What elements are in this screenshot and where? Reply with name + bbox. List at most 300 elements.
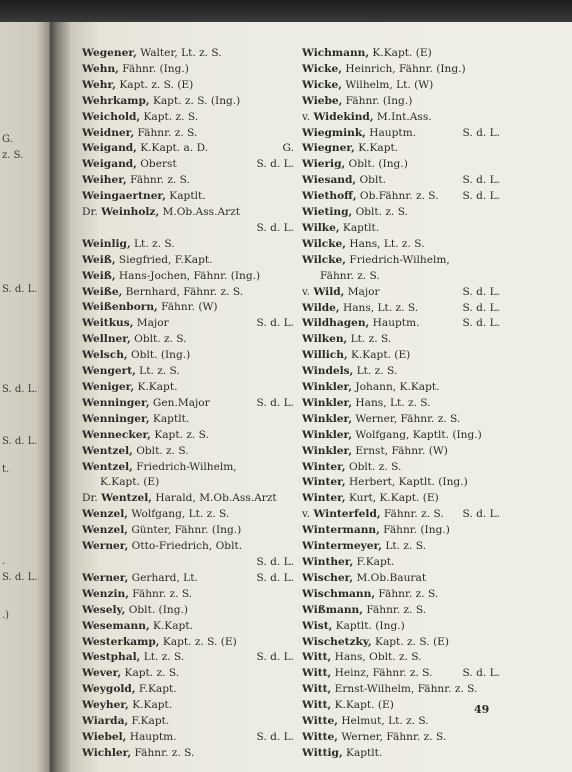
entry-surname: Wentzel, — [101, 492, 152, 505]
directory-entry — [302, 491, 500, 507]
directory-entry — [82, 714, 294, 730]
left-page-fragment: t. — [2, 464, 10, 475]
directory-entry — [82, 285, 294, 301]
entry-details: Bernhard, Fähnr. z. S. — [122, 285, 244, 298]
directory-entry — [302, 746, 500, 762]
directory-entry — [302, 603, 500, 619]
directory-entry — [302, 444, 500, 460]
entry-surname: Winter, — [302, 476, 346, 489]
entry-unit-abbrev: S. d. L. — [256, 571, 294, 584]
directory-entry — [82, 666, 294, 682]
entry-details: M.Ob.Ass.Arzt — [159, 206, 241, 219]
entry-details: Oblt. z. S. — [132, 444, 189, 457]
entry-surname: Wehn, — [82, 62, 119, 75]
directory-entry — [82, 173, 294, 189]
entry-details: Kaptlt. — [165, 190, 206, 203]
directory-entry — [82, 221, 294, 237]
entry-surname: Werner, — [82, 540, 129, 553]
entry-details: M.Int.Ass. — [373, 110, 432, 123]
entry-details: Hans, Oblt. z. S. — [331, 651, 422, 664]
entry-surname: Winterfeld, — [313, 508, 381, 521]
entry-details: Lt. z. S. — [353, 365, 398, 378]
directory-entry — [82, 460, 294, 476]
directory-entry — [302, 110, 500, 126]
entry-surname: Wever, — [82, 667, 122, 680]
entry-details: Kaptlt. — [149, 412, 190, 425]
directory-entry — [82, 364, 294, 380]
entry-surname: Wenzel, — [82, 508, 128, 521]
entry-details: Hans, Lt. z. S. — [352, 396, 431, 409]
entry-unit-abbrev: S. d. L. — [256, 221, 294, 234]
scan-top-edge — [0, 0, 572, 22]
entry-unit-abbrev: S. d. L. — [462, 285, 500, 298]
directory-entry — [302, 189, 500, 205]
entry-details: Hans, Lt. z. S. — [339, 301, 419, 314]
directory-entry — [82, 428, 294, 444]
entry-details: Oblt. (Ing.) — [125, 603, 188, 616]
directory-entry — [302, 619, 500, 635]
entries-column-left — [82, 46, 294, 762]
entry-surname: Weitkus, — [82, 317, 134, 330]
directory-entry — [82, 332, 294, 348]
directory-entry — [302, 173, 500, 189]
directory-entry — [302, 301, 500, 317]
entry-surname: Winter, — [302, 460, 346, 473]
entry-surname: Westerkamp, — [82, 635, 160, 648]
directory-entry — [82, 475, 294, 491]
entry-surname: Winkler, — [302, 444, 353, 457]
entry-details: Lt. z. S. — [130, 237, 175, 250]
directory-entry — [302, 650, 500, 666]
entry-surname: Weinholz, — [101, 206, 160, 219]
entry-details: Fähnr. z. S. — [134, 126, 198, 139]
entry-surname: Wiesand, — [302, 174, 357, 187]
directory-entry — [302, 428, 500, 444]
directory-entry — [302, 635, 500, 651]
directory-entry — [302, 507, 500, 523]
entry-surname: Witt, — [302, 651, 332, 664]
entry-details: Major — [133, 317, 169, 330]
entry-details: Lt. z. S. — [135, 365, 180, 378]
directory-entry — [302, 364, 500, 380]
directory-entry — [82, 507, 294, 523]
entry-unit-abbrev: G. — [282, 142, 294, 155]
directory-entry — [82, 491, 294, 507]
entry-details: Major — [344, 285, 380, 298]
entry-surname: Winther, — [302, 556, 354, 568]
directory-entry — [302, 587, 500, 603]
directory-entry — [302, 332, 500, 348]
entry-details: Lt. z. S. — [140, 651, 185, 664]
entry-details: Hauptm. — [369, 317, 420, 330]
entry-surname: Wesely, — [82, 603, 126, 616]
left-page-fragment: G. — [2, 134, 13, 145]
directory-entry — [302, 571, 500, 587]
directory-entry — [82, 126, 294, 142]
entry-details: Fähnr. (Ing.) — [379, 524, 450, 537]
directory-entry — [82, 698, 294, 714]
directory-entry — [82, 189, 294, 205]
entry-unit-abbrev: S. d. L. — [256, 730, 294, 743]
entry-surname: Wenninger, — [82, 396, 150, 409]
entry-surname: Wegener, — [82, 47, 137, 59]
entry-surname: Witte, — [302, 730, 338, 743]
entry-details: Johann, K.Kapt. — [352, 381, 440, 394]
entry-surname: Wiarda, — [82, 715, 129, 728]
directory-entry — [302, 141, 500, 157]
directory-entry — [302, 205, 500, 221]
entry-details: Fähnr. z. S. — [131, 746, 195, 759]
directory-entry — [82, 157, 294, 173]
entry-surname: Witt, — [302, 667, 332, 680]
entry-prefix: v. — [302, 508, 314, 521]
directory-entry — [82, 141, 294, 157]
entry-details: Lt. z. S. — [382, 540, 426, 553]
entry-details: Fähnr. (Ing.) — [118, 62, 189, 75]
directory-entry — [82, 650, 294, 666]
entries-column-right — [302, 46, 500, 762]
entry-surname: Wichler, — [82, 746, 132, 759]
entry-details: Fähnr. (Ing.) — [342, 94, 413, 107]
entry-details: K.Kapt. — [354, 142, 399, 155]
entry-surname: Wiebel, — [82, 730, 127, 743]
entry-details: F.Kapt. — [128, 715, 170, 728]
entry-surname: Wilke, — [302, 221, 340, 234]
page-number: 49 — [474, 703, 490, 716]
directory-entry — [82, 316, 294, 332]
entry-surname: Wilcke, — [302, 237, 346, 250]
entry-surname: Wenninger, — [82, 412, 150, 425]
entry-details: K.Kapt. (E) — [347, 349, 411, 362]
directory-entry — [302, 666, 500, 682]
entry-details: Hans-Jochen, Fähnr. (Ing.) — [115, 269, 261, 282]
directory-entry — [302, 460, 500, 476]
entry-unit-abbrev: S. d. L. — [256, 651, 294, 664]
entry-surname: Wischetzky, — [302, 635, 372, 648]
entry-surname: Weiß, — [82, 269, 116, 282]
entry-details: Kapt. z. S. — [121, 667, 180, 680]
directory-entry — [82, 603, 294, 619]
entry-details: Oblt. z. S. — [130, 333, 187, 346]
directory-entry — [302, 253, 500, 269]
entry-prefix: Dr. — [82, 492, 102, 505]
entry-details: K.Kapt. — [149, 619, 193, 632]
entry-unit-abbrev: S. d. L. — [256, 317, 294, 330]
directory-entry — [302, 682, 500, 698]
directory-entry — [302, 348, 500, 364]
entry-surname: Wentzel, — [82, 444, 133, 457]
directory-entry — [302, 221, 500, 237]
entry-details: Fähnr. z. S. — [362, 603, 427, 616]
entry-details: Kaptlt. — [342, 746, 383, 759]
entry-unit-abbrev: S. d. L. — [462, 174, 500, 187]
directory-entry — [82, 94, 294, 110]
entry-surname: Wengert, — [82, 365, 136, 378]
directory-entry — [82, 205, 294, 221]
entry-surname: Wischer, — [302, 571, 354, 584]
directory-entry — [82, 555, 294, 571]
entry-unit-abbrev: S. d. L. — [462, 667, 500, 680]
directory-entry — [82, 46, 294, 62]
entry-surname: Wild, — [313, 285, 345, 298]
entry-surname: Wehr, — [82, 78, 116, 91]
entry-details: K.Kapt. (E) — [331, 699, 394, 712]
entry-details: Fähnr. z. S. — [128, 587, 193, 600]
entry-surname: Wittig, — [302, 746, 343, 759]
directory-entry — [82, 348, 294, 364]
entry-details: Ob.Fähnr. z. S. — [356, 190, 439, 203]
entry-surname: Willich, — [302, 349, 348, 362]
left-page-fragment: .) — [2, 610, 10, 621]
left-page-fragment: S. d. L. — [2, 284, 38, 295]
entry-surname: Wilcke, — [302, 253, 346, 266]
directory-entry — [302, 714, 500, 730]
entry-surname: Wildhagen, — [302, 317, 370, 330]
entry-surname: Weiher, — [82, 174, 127, 187]
entry-details: Ernst, Fähnr. (W) — [352, 444, 448, 457]
directory-entry — [82, 682, 294, 698]
directory-entry — [302, 46, 500, 62]
entry-surname: Weyher, — [82, 699, 129, 712]
entry-details: Heinrich, Fähnr. (Ing.) — [341, 62, 466, 75]
entry-details: Herbert, Kaptlt. (Ing.) — [345, 476, 468, 489]
directory-entry — [302, 730, 500, 746]
entry-surname: Wellner, — [82, 333, 131, 346]
entry-details: Werner, Fähnr. z. S. — [337, 730, 447, 743]
directory-entry — [82, 571, 294, 587]
left-page-fragment: z. S. — [2, 150, 24, 161]
left-page-fragment: S. d. L. — [2, 436, 38, 447]
entry-surname: Winkler, — [302, 396, 353, 409]
directory-entry — [82, 523, 294, 539]
left-page-fragment: S. d. L. — [2, 572, 38, 583]
entry-unit-abbrev: S. d. L. — [256, 158, 294, 171]
entry-details: Oblt. (Ing.) — [345, 158, 408, 171]
entry-surname: Wehrkamp, — [82, 94, 150, 107]
book-gutter — [50, 22, 72, 772]
entry-surname: Winkler, — [302, 381, 353, 394]
entry-surname: Witt, — [302, 699, 332, 712]
directory-entry — [302, 412, 500, 428]
entry-surname: Windels, — [302, 365, 354, 378]
entry-details: F.Kapt. — [353, 556, 395, 568]
directory-entry — [302, 316, 500, 332]
entry-surname: Wiethoff, — [302, 190, 357, 203]
directory-entry — [302, 555, 500, 571]
entry-details: K.Kapt. — [134, 381, 178, 394]
entry-surname: Wentzel, — [82, 460, 133, 473]
directory-entry — [302, 269, 500, 285]
entry-details: Hauptm. — [365, 126, 417, 139]
directory-entry — [302, 157, 500, 173]
entry-details: K.Kapt. (E) — [369, 47, 432, 59]
entry-details: Ernst-Wilhelm, Fähnr. z. S. — [331, 683, 478, 696]
directory-entry — [82, 380, 294, 396]
entry-details: Kapt. z. S. (Ing.) — [149, 94, 241, 107]
entry-prefix: Dr. — [82, 206, 102, 219]
entry-surname: Weidner, — [82, 126, 135, 139]
entry-surname: Wilde, — [302, 301, 340, 314]
entry-details: Kurt, K.Kapt. (E) — [345, 492, 439, 505]
entry-unit-abbrev: S. d. L. — [462, 190, 500, 203]
directory-entry — [82, 396, 294, 412]
directory-entry — [82, 444, 294, 460]
entry-details: Friedrich-Wilhelm, — [345, 253, 450, 266]
entry-surname: Wichmann, — [302, 47, 370, 59]
directory-entry — [82, 746, 294, 762]
left-page-fragment: S. d. L. — [2, 384, 38, 395]
directory-entry — [302, 285, 500, 301]
entry-details: Kapt. z. S. (E) — [371, 635, 449, 648]
directory-entry — [302, 698, 500, 714]
directory-entry — [302, 126, 500, 142]
entry-details: Kaptlt. (Ing.) — [332, 619, 405, 632]
entry-details: Walter, Lt. z. S. — [136, 47, 222, 59]
entry-surname: Weißenborn, — [82, 301, 158, 314]
entry-details: Lt. z. S. — [347, 333, 392, 346]
entry-details: Oblt. z. S. — [352, 206, 408, 219]
directory-entry — [82, 619, 294, 635]
entry-surname: Wist, — [302, 619, 333, 632]
entry-details: Günter, Fähnr. (Ing.) — [127, 524, 242, 537]
entry-surname: Wischmann, — [302, 587, 376, 600]
entry-surname: Wieting, — [302, 206, 353, 219]
directory-entry — [82, 635, 294, 651]
entry-details: K.Kapt. a. D. — [136, 142, 209, 155]
entry-unit-abbrev: S. d. L. — [462, 508, 500, 521]
entry-details: Siegfried, F.Kapt. — [115, 253, 213, 266]
entry-details: Harald, M.Ob.Ass.Arzt — [151, 492, 277, 505]
entry-details: Oblt. z. S. — [345, 460, 402, 473]
entry-surname: Wiegner, — [302, 142, 355, 155]
entry-surname: Wiegmink, — [302, 126, 366, 139]
entry-details: Oblt. — [356, 174, 386, 187]
entry-surname: Weigand, — [82, 142, 137, 155]
entry-surname: Witt, — [302, 683, 332, 696]
entry-surname: Widekind, — [313, 110, 374, 123]
directory-entry — [82, 539, 294, 555]
entry-unit-abbrev: S. d. L. — [462, 317, 500, 330]
entry-surname: Wierig, — [302, 158, 346, 171]
entry-surname: Werner, — [82, 571, 129, 584]
directory-entry — [82, 412, 294, 428]
entry-details: Wolfgang, Lt. z. S. — [127, 508, 230, 521]
entry-surname: Weigand, — [82, 158, 137, 171]
entry-surname: Wenzel, — [82, 524, 128, 537]
entry-details: Kaptlt. — [339, 221, 380, 234]
entry-details: Gen.Major — [149, 396, 210, 409]
entry-continuation: K.Kapt. (E) — [100, 476, 160, 489]
entry-surname: Wenzin, — [82, 587, 129, 600]
entry-details: Heinz, Fähnr. z. S. — [331, 667, 433, 680]
entry-surname: Witte, — [302, 715, 338, 728]
entry-unit-abbrev: S. d. L. — [462, 301, 500, 314]
directory-entry — [302, 380, 500, 396]
entry-details: K.Kapt. — [128, 699, 173, 712]
entry-unit-abbrev: S. d. L. — [462, 126, 500, 139]
entry-surname: Weichold, — [82, 110, 141, 123]
entry-details: Oberst — [136, 158, 177, 171]
entry-surname: Westphal, — [82, 651, 141, 664]
entry-prefix: v. — [302, 285, 314, 298]
entry-surname: Wicke, — [302, 62, 342, 75]
directory-entry — [82, 110, 294, 126]
entry-details: Kapt. z. S. — [140, 110, 199, 123]
entry-details: Oblt. (Ing.) — [127, 349, 191, 362]
directory-entry — [302, 523, 500, 539]
entry-details: Fähnr. z. S. — [380, 508, 444, 521]
entry-details: Wilhelm, Lt. (W) — [341, 78, 434, 91]
entry-details: Helmut, Lt. z. S. — [337, 715, 429, 728]
directory-entry — [82, 730, 294, 746]
entry-details: Kapt. z. S. (E) — [159, 635, 237, 648]
directory-entry — [302, 539, 500, 555]
entry-surname: Wicke, — [302, 78, 342, 91]
entry-prefix: v. — [302, 110, 314, 123]
entry-details: Otto-Friedrich, Oblt. — [128, 540, 243, 553]
entry-continuation: Fähnr. z. S. — [320, 269, 380, 282]
directory-entry — [82, 253, 294, 269]
entry-surname: Winkler, — [302, 412, 353, 425]
entry-details: Fähnr. z. S. — [375, 587, 439, 600]
entry-surname: Wintermeyer, — [302, 540, 382, 553]
entry-details: M.Ob.Baurat — [353, 571, 427, 584]
entry-unit-abbrev: S. d. L. — [256, 396, 294, 409]
entry-details: Werner, Fähnr. z. S. — [352, 412, 461, 425]
entry-details: Kapt. z. S. — [150, 428, 209, 441]
entry-details: Gerhard, Lt. — [128, 571, 198, 584]
entry-details: Friedrich-Wilhelm, — [132, 460, 237, 473]
entry-surname: Wesemann, — [82, 619, 150, 632]
entry-surname: Weiße, — [82, 285, 123, 298]
entry-surname: Weiß, — [82, 253, 116, 266]
entry-details: Wolfgang, Kaptlt. (Ing.) — [352, 428, 482, 441]
entry-details: Fähnr. (W) — [157, 301, 218, 314]
directory-entry — [302, 396, 500, 412]
entry-surname: Weingaertner, — [82, 190, 166, 203]
entry-surname: Wennecker, — [82, 428, 151, 441]
directory-entry — [302, 237, 500, 253]
entry-surname: Wilken, — [302, 333, 348, 346]
entry-surname: Wintermann, — [302, 524, 380, 537]
left-page-edge — [0, 22, 52, 772]
directory-entry — [82, 269, 294, 285]
entry-surname: Welsch, — [82, 349, 128, 362]
directory-entry — [82, 300, 294, 316]
entry-details: F.Kapt. — [135, 683, 177, 696]
directory-entry — [302, 94, 500, 110]
directory-entry — [82, 237, 294, 253]
entry-surname: Winter, — [302, 492, 346, 505]
entry-surname: Wißmann, — [302, 603, 363, 616]
entry-unit-abbrev: S. d. L. — [256, 555, 294, 568]
entry-details: Fähnr. z. S. — [126, 174, 190, 187]
entry-surname: Weygold, — [82, 683, 136, 696]
directory-entry — [82, 587, 294, 603]
entry-details: Kapt. z. S. (E) — [115, 78, 194, 91]
entry-surname: Winkler, — [302, 428, 353, 441]
entry-surname: Wiebe, — [302, 94, 343, 107]
directory-entry — [302, 475, 500, 491]
entry-details: Hauptm. — [126, 730, 177, 743]
entry-details: Hans, Lt. z. S. — [345, 237, 425, 250]
entry-surname: Weinlig, — [82, 237, 131, 250]
left-page-fragment: . — [2, 556, 6, 567]
directory-entry — [302, 78, 500, 94]
directory-entry — [82, 62, 294, 78]
directory-entry — [82, 78, 294, 94]
entry-surname: Weniger, — [82, 381, 135, 394]
